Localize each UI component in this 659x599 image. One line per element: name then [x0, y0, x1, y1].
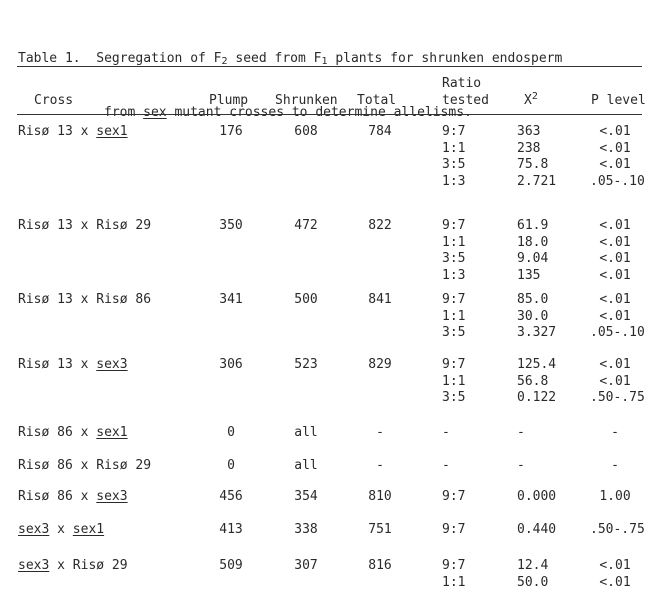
cross-cell: [18, 292, 151, 309]
p-level-cell: <.01: [599, 373, 631, 389]
cross-cell: [18, 218, 151, 235]
cross-cell: [18, 489, 128, 506]
chi-square-cell: -: [517, 425, 525, 440]
chi-square-cell: 2.721: [517, 173, 557, 189]
ratio-cell: 1:3: [442, 173, 466, 189]
header-ratio-line1: Ratio: [442, 76, 482, 91]
cross-cell: [18, 558, 128, 575]
chi-square-cell: 0.000: [517, 489, 557, 504]
chi-square-cell: 0.440: [517, 522, 557, 537]
header-chi-square: [524, 92, 538, 109]
chi-square-cell: 61.9: [517, 218, 549, 233]
ratio-cell: 9:7: [442, 558, 466, 573]
shrunken-cell: all: [294, 425, 318, 440]
total-cell: 810: [368, 489, 392, 504]
shrunken-cell: all: [294, 458, 318, 473]
chi-square-cell: 56.8: [517, 373, 549, 389]
cross-parent-b: Risø 29: [72, 558, 128, 573]
cross-parent-a: Risø 86 x: [18, 458, 97, 473]
header-p-level: P level: [591, 93, 646, 108]
ratio-cell: 3:5: [442, 157, 466, 172]
plump-cell: 0: [227, 425, 235, 440]
cross-parent-a: Risø 13 x: [18, 124, 97, 139]
shrunken-cell: 338: [294, 522, 318, 537]
cross-parent-a: x: [49, 522, 73, 537]
plump-cell: 306: [219, 357, 243, 372]
p-level-cell: .05-.10: [590, 325, 645, 340]
caption-subscript: 2: [221, 56, 228, 67]
total-cell: 841: [368, 292, 392, 307]
ratio-cell: 3:5: [442, 325, 466, 340]
plump-cell: 413: [219, 522, 243, 537]
total-cell: 822: [368, 218, 392, 233]
header-ratio-line2: tested: [442, 93, 489, 108]
shrunken-cell: 500: [294, 292, 318, 307]
cross-parent-b: Risø 86: [96, 292, 152, 307]
caption-text: plants for shrunken endosperm: [327, 51, 563, 66]
ratio-cell: 1:1: [442, 234, 466, 250]
cross-parent-mutant: sex3: [18, 522, 50, 537]
caption-underlined-text: sex: [143, 105, 167, 120]
cross-parent-a: Risø 13 x: [18, 357, 97, 372]
cross-parent-b: sex1: [72, 522, 105, 537]
chi-square-cell: 125.4: [517, 357, 557, 372]
cross-parent-a: Risø 13 x: [18, 218, 97, 233]
p-level-cell: <.01: [599, 357, 631, 372]
p-level-cell: -: [611, 458, 619, 473]
plump-cell: 176: [219, 124, 243, 139]
caption-label: Table 1.: [18, 51, 81, 66]
shrunken-cell: 608: [294, 124, 318, 139]
chi-square-cell: 363: [517, 124, 541, 139]
p-level-cell: <.01: [599, 574, 631, 590]
chi-square-cell: 18.0: [517, 234, 549, 250]
shrunken-cell: 354: [294, 489, 318, 504]
p-level-cell: -: [611, 425, 619, 440]
chi-square-cell: 50.0: [517, 574, 549, 590]
ratio-cell: 9:7: [442, 124, 466, 139]
p-level-cell: .50-.75: [590, 390, 645, 405]
chi-square-cell: -: [517, 458, 525, 473]
cross-parent-a: x: [49, 558, 73, 573]
caption-text: seed from F: [227, 51, 322, 66]
top-rule: [17, 66, 642, 67]
cross-cell: [18, 522, 104, 539]
cross-parent-a: Risø 86 x: [18, 489, 97, 504]
chi-square-cell: 85.0: [517, 292, 549, 307]
p-level-cell: <.01: [599, 218, 631, 233]
total-cell: -: [376, 458, 384, 473]
cross-parent-a: Risø 13 x: [18, 292, 97, 307]
total-cell: 784: [368, 124, 392, 139]
caption-text: from: [104, 105, 144, 120]
p-level-cell: <.01: [599, 157, 631, 172]
cross-cell: [18, 357, 128, 374]
chi-square-cell: 0.122: [517, 390, 557, 405]
p-level-cell: <.01: [599, 308, 631, 324]
total-cell: -: [376, 425, 384, 440]
plump-cell: 456: [219, 489, 243, 504]
chi-square-cell: 3.327: [517, 325, 557, 340]
total-cell: 751: [368, 522, 392, 537]
ratio-cell: 9:7: [442, 489, 466, 504]
header-plump: Plump: [209, 93, 249, 108]
p-level-cell: <.01: [599, 267, 631, 283]
ratio-cell: 1:1: [442, 308, 466, 324]
cross-parent-b: sex1: [96, 124, 128, 139]
cross-parent-a: Risø 86 x: [18, 425, 97, 440]
p-level-cell: <.01: [599, 234, 631, 250]
cross-cell: [18, 425, 128, 442]
cross-cell: [18, 458, 151, 475]
caption-text: mutant crosses to determine allelisms.: [166, 105, 472, 120]
plump-cell: 350: [219, 218, 243, 233]
p-level-cell: <.01: [599, 558, 631, 573]
cross-parent-b: sex3: [96, 489, 128, 504]
ratio-cell: -: [442, 458, 450, 473]
chi-square-cell: 30.0: [517, 308, 549, 324]
plump-cell: 0: [227, 458, 235, 473]
ratio-cell: 1:1: [442, 140, 466, 156]
p-level-cell: <.01: [599, 140, 631, 156]
total-cell: 816: [368, 558, 392, 573]
chi-base: X: [524, 93, 532, 108]
chi-square-cell: 135: [517, 267, 541, 283]
plump-cell: 509: [219, 558, 243, 573]
ratio-cell: 1:3: [442, 267, 466, 283]
cross-parent-b: Risø 29: [96, 218, 152, 233]
ratio-cell: 1:1: [442, 574, 466, 590]
p-level-cell: <.01: [599, 124, 631, 139]
plump-cell: 341: [219, 292, 243, 307]
p-level-cell: <.01: [599, 251, 631, 266]
cross-parent-b: sex1: [96, 425, 128, 440]
header-rule: [17, 114, 642, 115]
cross-parent-b: Risø 29: [96, 458, 152, 473]
ratio-cell: 1:1: [442, 373, 466, 389]
cross-cell: [18, 124, 128, 141]
chi-superscript: 2: [531, 91, 538, 102]
ratio-cell: -: [442, 425, 450, 440]
shrunken-cell: 523: [294, 357, 318, 372]
ratio-cell: 3:5: [442, 251, 466, 266]
ratio-cell: 9:7: [442, 292, 466, 307]
ratio-cell: 9:7: [442, 357, 466, 372]
caption-text: Segregation of F: [96, 51, 222, 66]
p-level-cell: .50-.75: [590, 522, 645, 537]
chi-square-cell: 75.8: [517, 157, 549, 172]
cross-parent-mutant: sex3: [18, 558, 50, 573]
p-level-cell: 1.00: [599, 489, 631, 504]
ratio-cell: 3:5: [442, 390, 466, 405]
p-level-cell: <.01: [599, 292, 631, 307]
ratio-cell: 9:7: [442, 522, 466, 537]
total-cell: 829: [368, 357, 392, 372]
p-level-cell: .05-.10: [590, 173, 645, 189]
chi-square-cell: 238: [517, 140, 541, 156]
header-total: Total: [357, 93, 397, 108]
cross-parent-b: sex3: [96, 357, 128, 372]
header-cross: Cross: [34, 93, 74, 108]
header-shrunken: Shrunken: [275, 93, 338, 108]
caption-subscript: 1: [321, 56, 328, 67]
ratio-cell: 9:7: [442, 218, 466, 233]
shrunken-cell: 472: [294, 218, 318, 233]
shrunken-cell: 307: [294, 558, 318, 573]
chi-square-cell: 12.4: [517, 558, 549, 573]
chi-square-cell: 9.04: [517, 251, 549, 266]
